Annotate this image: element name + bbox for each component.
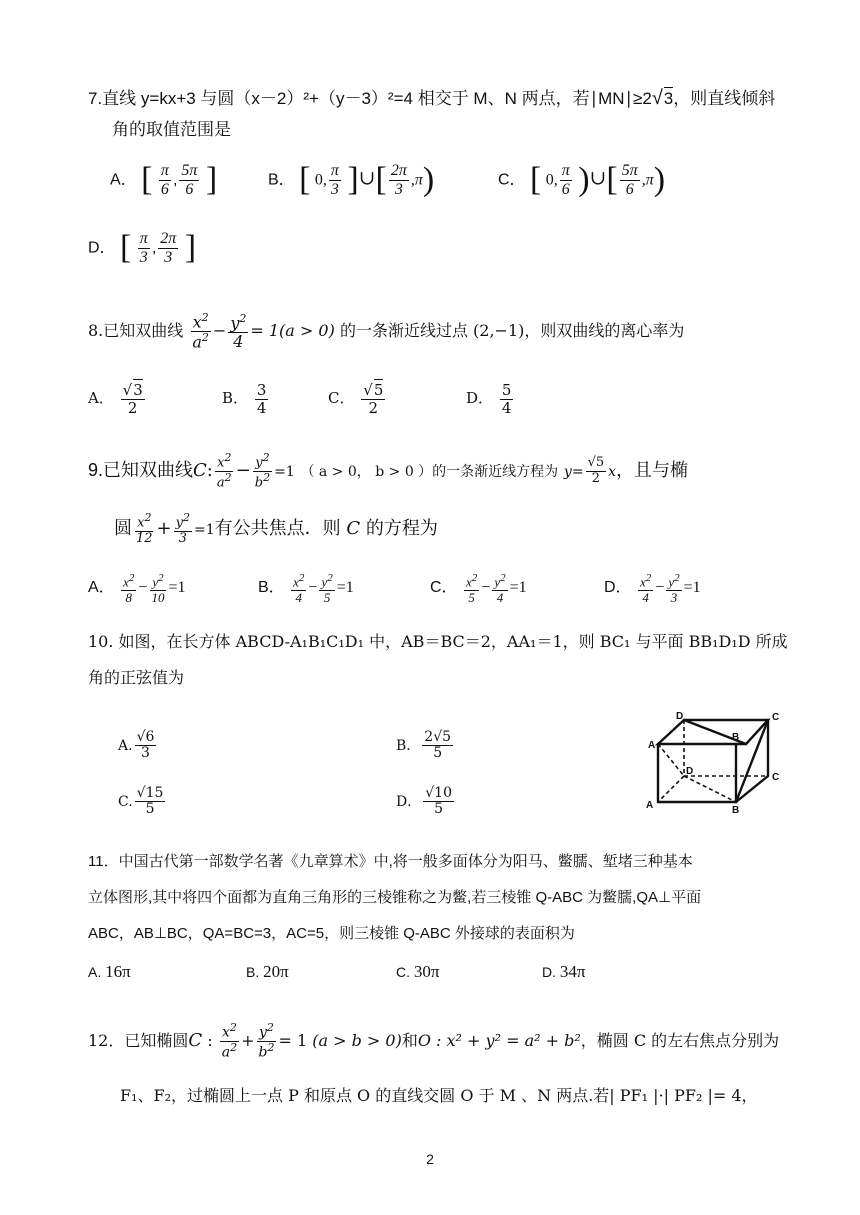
q9-option-d: D． $\frac{x^2}{4}$ − $\frac{y^2}{3}$ =1 xyxy=(604,572,701,605)
q9-option-b: B． $\frac{x^2}{4}$ − $\frac{y^2}{5}$ =1 xyxy=(258,572,354,605)
q9-option-a: A． $\frac{x^2}{8}$ − $\frac{y^2}{10}$ =1 xyxy=(88,572,186,605)
q7-sqrt-value: 3 xyxy=(663,89,674,108)
front-face xyxy=(658,744,736,802)
fraction: $\frac{√5}{2}$ xyxy=(587,455,605,486)
fraction: $\frac{x^2}{5}$ xyxy=(466,572,478,605)
fraction: $\frac{x^2}{a^2}$ xyxy=(221,1021,238,1061)
fraction: $\frac{2\pi}{3}$ xyxy=(390,162,407,198)
q8-prefix: 8.已知双曲线 xyxy=(88,320,184,340)
option-label: C． xyxy=(498,171,526,189)
bracket: [ xyxy=(375,161,387,199)
option-value: 20π xyxy=(263,962,289,981)
page-number: 2 xyxy=(426,1151,434,1167)
fraction: $\frac{x^2}{4}$ xyxy=(293,572,305,605)
q10-option-b xyxy=(396,730,455,762)
q11-option-c xyxy=(396,960,439,984)
fraction: $\frac{y^2}{5}$ xyxy=(321,572,333,605)
bracket: [ xyxy=(141,161,153,199)
option-label: B． xyxy=(396,737,421,754)
fraction: $\frac{\pi}{3}$ xyxy=(139,230,148,266)
option-label: B． xyxy=(258,579,285,597)
q11-stem-line3: ABC，AB⊥BC，QA=BC=3，AC=5，则三棱锥 Q-ABC 外接球的表面积为 xyxy=(88,925,575,942)
option-label: C． xyxy=(328,389,355,407)
q12-condition: (a > b > 0) xyxy=(312,1031,402,1051)
fraction: $\frac{2√5}{5}$ xyxy=(424,729,452,762)
q7-stem-line2: 角的取值范围是 xyxy=(112,120,231,139)
bracket: [ xyxy=(606,161,618,199)
q9-suffix: ，且与椭 xyxy=(616,460,689,482)
q8-mid: 的一条渐近线过点 xyxy=(339,320,468,340)
q7-option-a: A． [ $\frac{\pi}{6}$ , $\frac{5\pi}{6}$ ] xyxy=(110,161,218,199)
q12-suffix: ，椭圆 C 的左右焦点分别为 xyxy=(580,1031,780,1051)
fraction: $\frac{\pi}{6}$ xyxy=(561,162,570,198)
q8-option-d xyxy=(466,382,515,416)
option-label: A． xyxy=(88,389,114,407)
option-label: A. xyxy=(118,737,133,754)
label-c: C xyxy=(772,772,780,783)
option-label: A． xyxy=(110,171,137,189)
option-label: B. xyxy=(246,964,260,980)
bracket: [ xyxy=(530,161,542,199)
fraction: $\frac{x^2}{12}$ xyxy=(136,511,153,546)
option-label: C. xyxy=(118,793,133,810)
q8-point: (2,−1) xyxy=(473,320,525,340)
fraction: $\frac{√6}{3}$ xyxy=(136,729,155,762)
fraction: $\frac{x^2}{8}$ xyxy=(123,572,135,605)
fraction: $\frac{3}{4}$ xyxy=(256,381,267,417)
q9-line2-a: 圆 xyxy=(114,517,132,539)
bracket: ) xyxy=(653,161,666,199)
option-label: B． xyxy=(222,389,249,407)
fraction: $\frac{5\pi}{6}$ xyxy=(621,162,638,198)
label-d: D xyxy=(686,766,694,777)
fraction: $\frac{2\pi}{3}$ xyxy=(160,230,177,266)
q10-stem-line2: 角的正弦值为 xyxy=(88,668,185,687)
option-value: 30π xyxy=(413,962,440,981)
q12-stem-line2: F₁、F₂，过椭圆上一点 P 和原点 O 的直线交圆 O 于 M 、N 两点.若| PF₁ |·| PF₂ |= 4， xyxy=(120,1086,758,1105)
fraction: $\frac{√5}{2}$ xyxy=(363,381,384,417)
fraction: $\frac{y^2}{10}$ xyxy=(151,572,165,605)
q8-option-b xyxy=(222,382,270,416)
option-label: D． xyxy=(604,579,632,597)
option-label: D． xyxy=(88,239,116,257)
q10-option-a xyxy=(118,730,158,762)
fraction: $\frac{\pi}{3}$ xyxy=(330,162,339,198)
q9-option-c: C． $\frac{x^2}{5}$ − $\frac{y^2}{4}$ =1 xyxy=(430,572,527,605)
fraction: $\frac{y^2}{3}$ xyxy=(668,572,680,605)
fraction: $\frac{5\pi}{6}$ xyxy=(181,162,198,198)
q7-option-b: B． [ 0, $\frac{\pi}{3}$ ]∪[ $\frac{2\pi}{3}$ ,π) xyxy=(268,161,435,199)
q8-option-c xyxy=(328,382,387,416)
fraction: $\frac{√10}{5}$ xyxy=(425,785,452,818)
q8-stem: 8.已知双曲线 $\frac{x^2}{a^2}$ − $\frac{y^2}{4}$ = 1(a > 0) 的一条渐近线过点 (2,−1)，则双曲线的离心率为 xyxy=(88,311,685,352)
fraction: $\frac{y^2}{3}$ xyxy=(175,511,190,546)
hidden-edge-left xyxy=(658,776,684,802)
q12-mid: 和 xyxy=(401,1031,418,1051)
q9-stem-line2: 圆 $\frac{x^2}{12}$ + $\frac{y^2}{3}$ =1有公共焦点．则 C 的方程为 xyxy=(114,511,438,546)
bracket: ) xyxy=(422,161,435,199)
q10-stem-line1: 10. 如图，在长方体 ABCD-A₁B₁C₁D₁ 中，AB＝BC＝2，AA₁＝1，则 BC₁ 与平面 BB₁D₁D 所成 xyxy=(88,632,788,651)
option-label: A． xyxy=(88,579,115,597)
bracket: ) xyxy=(578,161,590,199)
q9-line2-b: 有公共焦点．则 xyxy=(214,517,341,539)
q8-suffix: ，则双曲线的离心率为 xyxy=(524,320,685,340)
option-label: D. xyxy=(542,964,556,980)
fraction: $\frac{√3}{2}$ xyxy=(122,381,143,417)
option-label: B． xyxy=(268,171,295,189)
label-b: B xyxy=(732,805,740,814)
option-label: D． xyxy=(466,389,494,407)
label-d1: D xyxy=(676,711,684,722)
cuboid-figure xyxy=(636,710,786,814)
q11-option-d xyxy=(542,960,585,984)
fraction: $\frac{x^2}{a^2}$ xyxy=(216,451,232,490)
q7-stem-b: ，则直线倾斜 xyxy=(673,89,776,108)
fraction: $\frac{x^2}{a^2}$ xyxy=(192,311,209,352)
fraction: $\frac{y^2}{4}$ xyxy=(230,311,247,351)
bracket: [ xyxy=(299,161,311,199)
fraction: $\frac{5}{4}$ xyxy=(501,381,512,417)
q7-stem-a: 7.直线 y=kx+3 与圆（x－2）²+（y－3）²=4 相交于 M、N 两点，若∣MN∣≥2 xyxy=(88,89,652,108)
label-b1: B xyxy=(732,732,740,743)
option-label: C． xyxy=(430,579,458,597)
fraction: $\frac{\pi}{6}$ xyxy=(160,162,169,198)
option-value: 16π xyxy=(105,962,131,981)
q8-condition: 1(a > 0) xyxy=(268,320,335,340)
q9-condition: （ a > 0， b > 0 ）的一条渐近线方程为 xyxy=(300,464,559,481)
hidden-edge-cross xyxy=(658,744,684,776)
label-c1: C xyxy=(772,712,780,723)
q7-option-c: C． [ 0, $\frac{\pi}{6}$ )∪[ $\frac{5\pi}{6}$ ,π) xyxy=(498,161,666,199)
bracket: ] xyxy=(184,229,197,267)
q12-prefix: 12．已知椭圆 xyxy=(88,1031,189,1051)
q7-option-d: D． [ $\frac{\pi}{3}$ , $\frac{2\pi}{3}$ ] xyxy=(88,229,197,267)
q9-stem-line1: 9.已知双曲线C: $\frac{x^2}{a^2}$ − $\frac{y^2}{b^2}$ =1 （ a > 0， b > 0 ）的一条渐近线方程为 y= $\frac{√5}{2}$ x，且与椭 xyxy=(88,451,689,490)
fraction: $\frac{y^2}{b^2}$ xyxy=(258,1021,275,1061)
q9-prefix: 9.已知双曲线 xyxy=(88,460,194,481)
q12-stem-line1: 12．已知椭圆C : $\frac{x^2}{a^2}$ + $\frac{y^2}{b^2}$ = 1 (a > b > 0)和O : x² + y² = a² + b²，椭圆 C 的左右焦点分别为 xyxy=(88,1021,780,1061)
q7-stem-line1 xyxy=(88,86,775,111)
bracket: ] xyxy=(205,161,218,199)
q11-stem-line2: 立体图形,其中将四个面都为直角三角形的三棱锥称之为鳖,若三棱锥 Q-ABC 为鳖臑,QA⊥平面 xyxy=(88,889,702,906)
q10-option-d xyxy=(396,786,456,818)
option-label: A. xyxy=(88,964,102,980)
fraction: $\frac{√15}{5}$ xyxy=(136,785,164,818)
hidden-edge-diagonal xyxy=(684,776,736,802)
q8-option-a xyxy=(88,382,147,416)
fraction: $\frac{x^2}{4}$ xyxy=(640,572,652,605)
option-label: D． xyxy=(396,793,422,810)
label-a1: A xyxy=(648,740,656,751)
bracket: [ xyxy=(120,229,132,267)
q12-circle: O : x² + y² = a² + b² xyxy=(417,1031,581,1051)
label-a: A xyxy=(646,800,654,811)
fraction: $\frac{y^2}{b^2}$ xyxy=(254,451,271,490)
q11-option-a xyxy=(88,960,131,984)
q9-line2-c: 的方程为 xyxy=(365,517,438,539)
q11-option-b xyxy=(246,960,289,984)
sqrt-sign: √ xyxy=(651,87,663,109)
option-value: 34π xyxy=(559,962,586,981)
q11-stem-line1: 11．中国古代第一部数学名著《九章算术》中,将一般多面体分为阳马、鳖臑、堑堵三种基本 xyxy=(88,853,693,870)
bracket: ] xyxy=(347,161,359,199)
q10-option-c xyxy=(118,786,167,818)
option-label: C. xyxy=(396,964,410,980)
fraction: $\frac{y^2}{4}$ xyxy=(494,572,506,605)
